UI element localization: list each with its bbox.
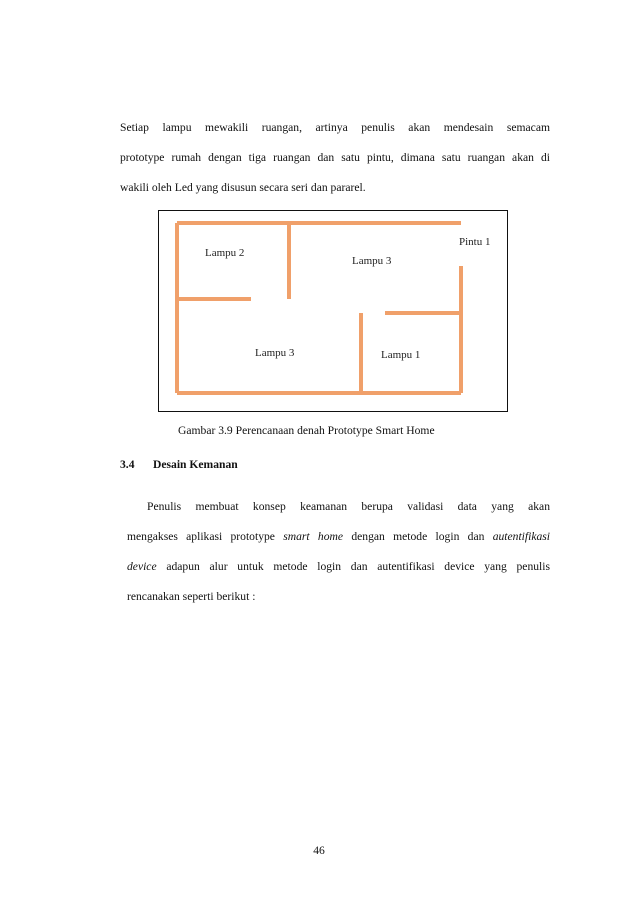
body-term-autentifikasi: autentifikasi	[492, 530, 551, 543]
body-line-3	[127, 552, 550, 582]
floor-plan-walls	[159, 211, 507, 411]
section-number: 3.4	[120, 458, 135, 471]
body-line-3-rest: adapun alur untuk metode login dan autentifikasi device yang penulis	[156, 560, 550, 573]
label-lampu-1: Lampu 1	[381, 349, 421, 361]
body-line-2-a: mengakses aplikasi prototype	[127, 530, 284, 543]
intro-line-1: Setiap lampu mewakili ruangan, artinya penulis akan mendesain semacam	[120, 121, 550, 134]
label-lampu-3-top: Lampu 3	[352, 255, 392, 267]
body-line-4: rencanakan seperti berikut :	[127, 590, 256, 603]
label-lampu-2: Lampu 2	[205, 247, 245, 259]
figure-caption: Gambar 3.9 Perencanaan denah Prototype Smart Home	[178, 424, 435, 437]
body-term-device: device	[127, 560, 157, 573]
body-term-smart-home: smart home	[283, 530, 344, 543]
section-heading	[120, 458, 238, 471]
label-lampu-3-bottom: Lampu 3	[255, 347, 295, 359]
intro-line-2: prototype rumah dengan tiga ruangan dan satu pintu, dimana satu ruangan akan di	[120, 151, 550, 164]
body-line-1: Penulis membuat konsep keamanan berupa validasi data yang akan	[147, 500, 550, 513]
body-line-2	[127, 522, 550, 552]
floor-plan-figure	[158, 210, 508, 412]
section-title: Desain Kemanan	[153, 458, 238, 471]
page-number: 46	[313, 844, 325, 857]
body-line-2-b: dengan metode login dan	[343, 530, 493, 543]
label-pintu-1: Pintu 1	[459, 236, 491, 248]
intro-line-3: wakili oleh Led yang disusun secara seri dan pararel.	[120, 181, 366, 194]
